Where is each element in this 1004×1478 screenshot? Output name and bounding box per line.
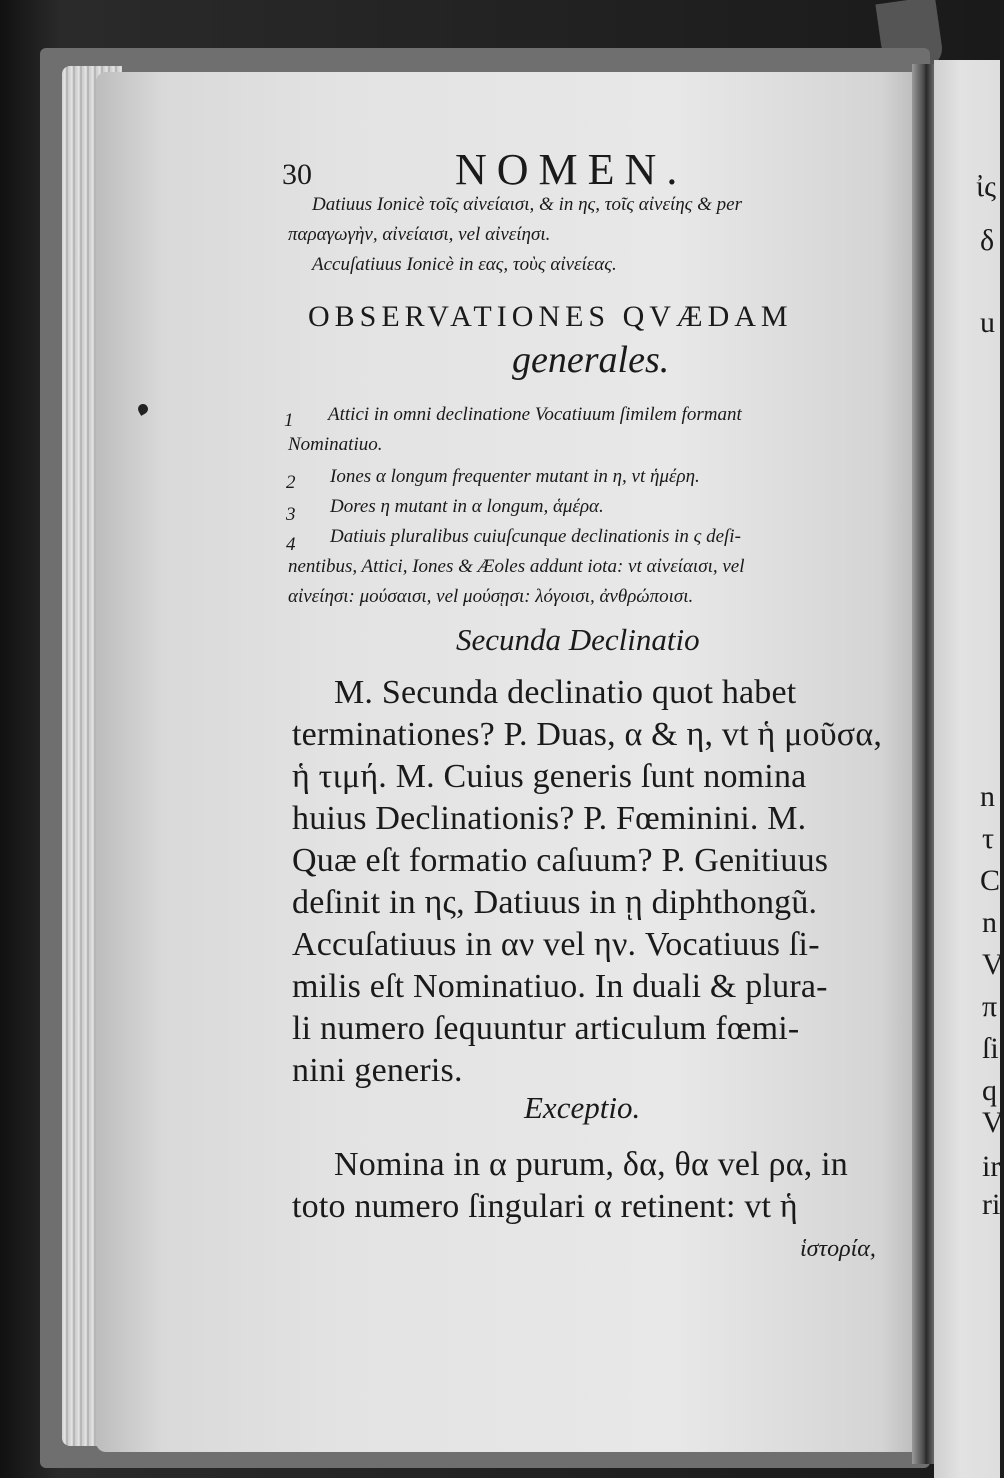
observation-line: Attici in omni declinatione Vocatiuum ſimilem formant <box>328 404 742 425</box>
body-line: li numero ſequuntur articulum fœmi- <box>292 1010 800 1047</box>
body-line: nini generis. <box>292 1052 463 1089</box>
exception-line: toto numero ſingulari α retinent: vt ἡ <box>292 1188 798 1225</box>
page-number: 30 <box>282 158 312 191</box>
body-line: ἡ τιμή. M. Cuius generis ſunt nomina <box>292 758 807 795</box>
observation-line: Datiuis pluralibus cuiuſcunque declinationis in ς deſi- <box>330 526 741 547</box>
observation-line: αἰνείησι: μούσαισι, vel μούσῃσι: λόγοισι, ἀνθρώποισι. <box>288 586 694 607</box>
item-number: 1 <box>284 410 294 431</box>
section-title: Secunda Declinatio <box>456 622 700 657</box>
intro-line: Datiuus Ionicè τοῖς αἰνείαισι, & in ης, τοῖς αἰνείης & per <box>312 194 742 215</box>
body-line: Accuſatiuus in αν vel ην. Vocatiuus ſi- <box>292 926 820 963</box>
running-title: NOMEN. <box>455 145 688 194</box>
intro-line: παραγωγὴν, αἰνείαισι, vel αἰνείησι. <box>288 224 551 245</box>
exception-line: Nomina in α purum, δα, θα vel ρα, in <box>334 1146 848 1183</box>
catchword: ἱστορία, <box>800 1236 876 1262</box>
facing-fragment: ſi <box>982 1032 999 1065</box>
facing-fragment: u <box>980 306 995 339</box>
body-line: milis eſt Nominatiuo. In duali & plura- <box>292 968 828 1005</box>
body-line: terminationes? P. Duas, α & η, vt ἡ μοῦσα, <box>292 716 883 753</box>
observation-line: nentibus, Attici, Iones & Æoles addunt iota: vt αἰνείαισι, vel <box>288 556 745 577</box>
observation-line: Dores η mutant in α longum, ἁμέρα. <box>330 496 604 517</box>
facing-fragment: ir <box>982 1150 1001 1183</box>
item-number: 2 <box>286 472 296 493</box>
facing-fragment: C <box>980 864 1001 897</box>
facing-fragment: n <box>980 780 995 813</box>
observation-line: Nominatiuo. <box>288 434 383 455</box>
facing-fragment: δ <box>980 224 995 257</box>
body-line: huius Declinationis? P. Fœminini. M. <box>292 800 807 837</box>
facing-fragment: ri <box>982 1188 1001 1221</box>
right-page <box>934 60 1000 1478</box>
facing-fragment: π <box>982 990 998 1023</box>
item-number: 3 <box>286 504 296 525</box>
body-line: Quæ eſt formatio caſuum? P. Genitiuus <box>292 842 829 879</box>
facing-fragment: τ <box>982 822 995 855</box>
observations-title: OBSERVATIONES QVÆDAM <box>308 300 793 333</box>
facing-fragment: V <box>982 1106 1004 1139</box>
facing-fragment: q <box>982 1074 997 1107</box>
facing-fragment: V <box>982 948 1004 981</box>
item-number: 4 <box>286 534 296 555</box>
observation-line: Iones α longum frequenter mutant in η, vt ἡμέρη. <box>330 466 700 487</box>
body-line: M. Secunda declinatio quot habet <box>334 674 797 711</box>
intro-line: Accuſatiuus Ionicè in εας, τοὺς αἰνείεας. <box>312 254 617 275</box>
observations-subtitle: generales. <box>512 339 670 381</box>
facing-fragment: ἰς <box>976 170 996 203</box>
body-line: deſinit in ης, Datiuus in ῃ diphthongũ. <box>292 884 818 921</box>
facing-fragment: n <box>982 906 997 939</box>
exception-title: Exceptio. <box>524 1090 641 1125</box>
